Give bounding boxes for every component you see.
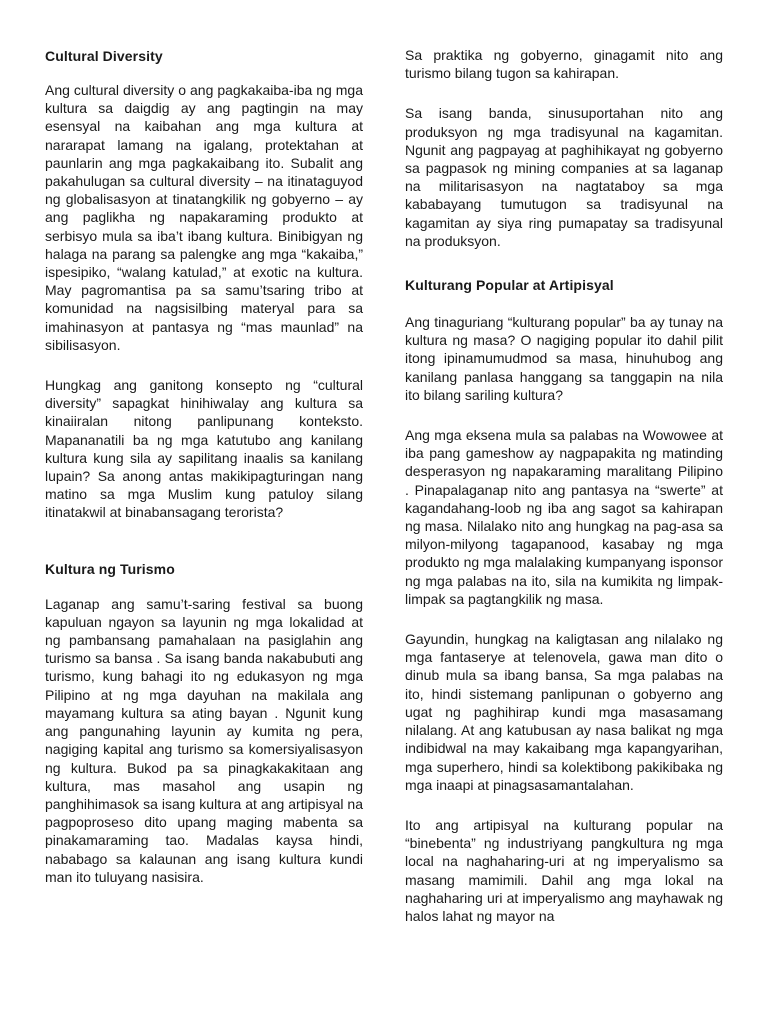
heading-kulturang-popular: Kulturang Popular at Artipisyal <box>405 277 614 294</box>
paragraph-turismo-continued-2: Sa isang banda, sinusuportahan nito ang produksyon ng mga tradisyunal na kagamitan. Ngunit ang pagpayag at paghihikayat ng gobyerno sa pagpasok ng mining companies at sa laganap na militarisasyon na nagtataboy sa mga kababayang tumutugon sa tradisyunal na kagamitan ay siya ring pumapatay sa tradisyunal na produksyon. <box>405 105 723 249</box>
paragraph-kulturang-popular-3: Gayundin, hungkag na kaligtasan ang nilalako ng mga fantaserye at telenovela, gawa man dito o dinub mula sa ibang bansa, Sa mga palabas na ito, hindi sistemang panlipunan o gobyerno ang ugat ng paghihirap kundi mga masasamang nilalang. At ang katubusan ay nasa balikat ng mga indibidwal na may kakaibang mga kapangyarihan, mga superhero, hindi sa kolektibong pakikibaka ng mga inaapi at pinagsasamantalahan. <box>405 631 723 793</box>
paragraph-kulturang-popular-4: Ito ang artipisyal na kulturang popular na “binebenta” ng industriyang pangkultura ng mga local na naghaharing-uri at ng imperyalismo sa masang mamimili. Dahil ang mga lokal na naghaharing uri at imperyalismo ang mayhawak ng halos lahat ng mayor na <box>405 816 723 924</box>
paragraph-kultura-ng-turismo-1: Laganap ang samu’t-saring festival sa buong kapuluan ngayon sa layunin ng mga lokalidad at ng pambansang pamahalaan na pasiglahin ang turismo sa bansa . Sa isang banda nakabubuti ang turismo, kung bahagi ito ng edukasyon ng mga Pilipino at ng mga dayuhan na makilala ang mayamang kultura sa ating bayan . Ngunit kung ang pangunahing layunin ay kumita ng pera, nagiging kapital ang turismo sa komersiyalisasyon ng kultura. Bukod pa sa pinagkakakitaan ang kultura, mas masahol ang usapin ng panghihimasok sa isang kultura at ang artipisyal na pagpoproseso dito upang maging mabenta sa pinakamaraming tao. Madalas kaysa hindi, nababago sa kalaunan ang isang kultura kundi man ito tuluyang nasisira. <box>45 595 363 885</box>
paragraph-kulturang-popular-1: Ang tinaguriang “kulturang popular” ba ay tunay na kultura ng masa? O nagiging popular ito dahil pilit itong ipinamumudmod sa masa, hinuhubog ang kanilang panlasa hanggang sa tanggapin na nila ito bilang sariling kultura? <box>405 314 723 403</box>
paragraph-cultural-diversity-1: Ang cultural diversity o ang pagkakaiba-iba ng mga kultura sa daigdig ay ang pagtingin na may esensyal na kaibahan ang mga kultura at nararapat lamang na igalang, protektahan at paunlarin ang mga pagkakaibang ito. Subalit ang pakahulugan sa cultural diversity – na itinataguyod ng globalisasyon at tinatangkilik ng gobyerno – ay ang paglikha ng napakaraming produkto at serbisyo mula sa iba’t ibang kultura. Binibigyan ng halaga na parang sa palengke ang mga “kakaiba,” ispesipiko, “walang katulad,” at exotic na kultura. May pagromantisa pa sa samu’tsaring tribo at komunidad na nagsisilbing materyal para sa imahinasyon at pantasya ng “mas maunlad” na sibilisasyon. <box>45 82 363 353</box>
right-column <box>405 0 723 925</box>
heading-kultura-ng-turismo: Kultura ng Turismo <box>45 560 175 577</box>
paragraph-cultural-diversity-2: Hungkag ang ganitong konsepto ng “cultural diversity” sapagkat hinihiwalay ang kultura sa kinaiiralan nitong panlipunang konteksto. Mapananatili ba ng mga katutubo ang kanilang kultura kung sila ay sapilitang inaalis sa kanilang lupain? Sa anong antas makikipagturingan nang matino sa mga Muslim kung patuloy silang itinatakwil at binabansagang terorista? <box>45 377 363 521</box>
left-column <box>45 0 363 886</box>
heading-cultural-diversity: Cultural Diversity <box>45 48 163 64</box>
paragraph-kulturang-popular-2: Ang mga eksena mula sa palabas na Wowowee at iba pang gameshow ay nagpapakita ng matinding desperasyon ng napakaraming maralitang Pilipino . Pinapalaganap nito ang pantasya na “swerte” at kagandahang-loob ng iba ang sagot sa kahirapan ng masa. Nilalako nito ang hungkag na pag-asa sa milyon-milyong tagapanood, kasabay ng mga produkto ng mga malalaking kumpanyang isponsor ng mga palabas na ito, sila na kumikita ng limpak-limpak sa pagtangkilik ng masa. <box>405 427 723 607</box>
paragraph-turismo-continued-1: Sa praktika ng gobyerno, ginagamit nito ang turismo bilang tugon sa kahirapan. <box>405 47 723 82</box>
